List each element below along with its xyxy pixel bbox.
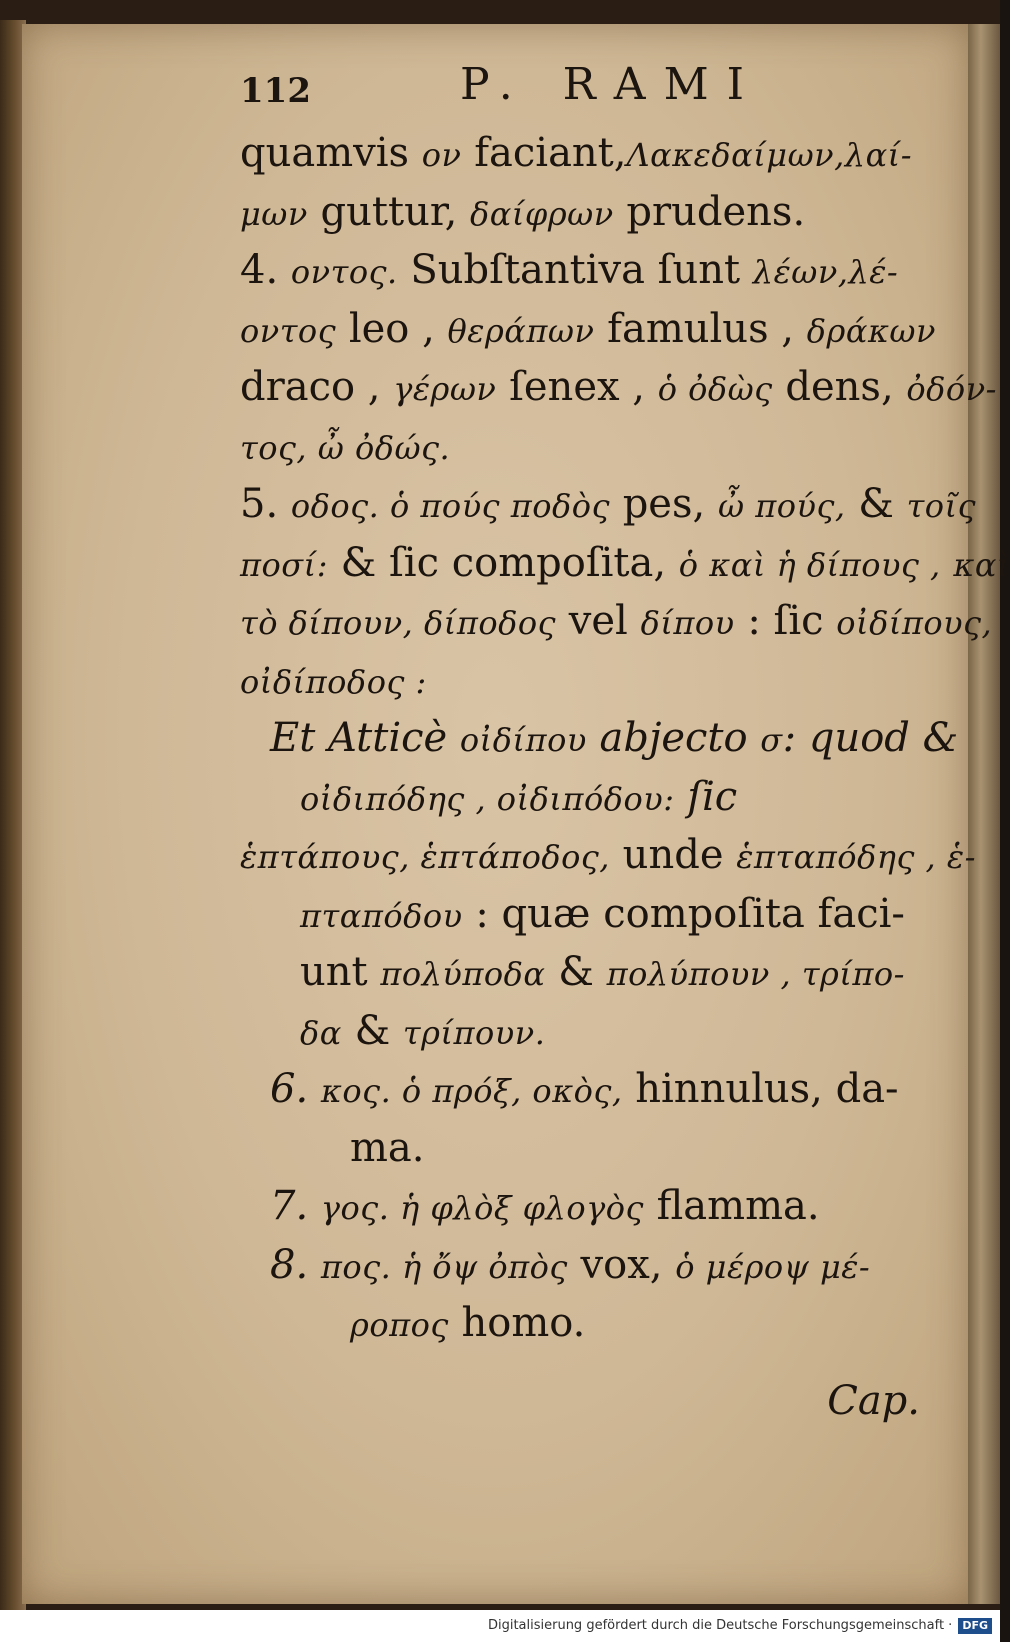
greek-word: τος, ὦ ὀδώς. [240, 428, 451, 467]
page-number: 112 [240, 71, 311, 111]
text-line [270, 1175, 820, 1239]
greek-word: ὁ καὶ ἡ δίπους , [678, 545, 941, 584]
text-line [300, 941, 905, 1005]
greek-word: οἰδιπόδης , οἰδιπόδου: [300, 779, 675, 818]
greek-word: οἰδίπου [459, 721, 587, 759]
greek-word: οντος. [290, 253, 398, 291]
text-line [300, 1000, 545, 1064]
greek-word: κος. ὁ πρόξ, οκὸς, [320, 1072, 623, 1110]
latin-text: guttur, [307, 188, 470, 235]
greek-word: θεράπων [447, 311, 595, 350]
catchword: Cap. [827, 1378, 920, 1424]
latin-text: unde [609, 832, 737, 878]
text-line [240, 473, 976, 537]
text-line [240, 415, 450, 479]
funding-note: Digitalisierung gefördert durch die Deutsche Forschungsgemeinschaft · [487, 1618, 953, 1633]
text-line [270, 1234, 870, 1298]
italic-text: 6. [270, 1066, 321, 1112]
text-line [240, 532, 1010, 596]
greek-word: δίπου [640, 604, 735, 642]
text-line [240, 239, 898, 303]
text-line [240, 122, 912, 186]
italic-text: abjecto [586, 715, 761, 761]
latin-text: prudens. [613, 188, 806, 235]
latin-text: & ſic compoſita, [327, 539, 679, 586]
latin-text: & [845, 481, 907, 527]
greek-word: γέρων [393, 370, 497, 408]
text-line [240, 824, 976, 888]
greek-word: οἰδίποδος : [240, 662, 427, 701]
greek-word: πολύποδα [380, 955, 546, 993]
greek-word: τρίπουν. [402, 1013, 546, 1052]
greek-word: πος. ἡ ὄψ ὀπὸς [320, 1247, 568, 1286]
text-line [240, 649, 427, 713]
greek-word: λέων,λέ- [752, 253, 899, 291]
latin-text: Subſtantiva ſunt [397, 247, 753, 293]
latin-text: ſenex , [496, 364, 658, 410]
greek-word: ὁ ὀδὼς [657, 370, 773, 408]
greek-word: ὀδόν- [906, 370, 997, 408]
greek-word: Λακεδαίμων,λαί- [626, 136, 913, 174]
greek-word: ὦ πούς, [717, 487, 846, 525]
greek-word: γος. ἡ φλὸξ φλογὸς [320, 1189, 644, 1227]
latin-text: flamma. [643, 1183, 820, 1229]
latin-text: : quæ compoſita faci- [462, 890, 905, 937]
latin-text: hinnulus, da- [622, 1066, 899, 1112]
greek-word: τοῖς [906, 487, 977, 525]
latin-text: dens, [772, 364, 907, 410]
greek-word: δα [300, 1013, 342, 1052]
text-line [300, 766, 737, 830]
greek-word: ὁ μέροψ μέ- [675, 1247, 871, 1286]
latin-text: unt [300, 949, 381, 995]
greek-word: δράκων [806, 311, 936, 350]
greek-word: πολύπουν , τρίπο- [606, 955, 905, 993]
page-edge [968, 24, 1000, 1604]
greek-word: δαίφρων [470, 194, 614, 233]
italic-text: ſic [674, 773, 738, 820]
latin-text: vel [556, 598, 641, 644]
latin-text: pes, [609, 481, 718, 527]
italic-text: : quod & [782, 715, 959, 761]
greek-word: ποσί: [240, 545, 328, 584]
latin-text: famulus , [594, 305, 807, 352]
greek-word: οδος. ὁ πούς ποδὸς [290, 487, 610, 525]
greek-word: οἰδίπους, [836, 604, 993, 642]
latin-text: leo , [336, 305, 448, 352]
latin-text: draco , [240, 364, 394, 410]
latin-text [941, 540, 954, 586]
greek-word: μων [240, 194, 308, 233]
italic-text: Et Atticè [270, 715, 460, 761]
latin-text: 4. [240, 247, 291, 293]
italic-text: 7. [270, 1183, 321, 1229]
latin-text: & [545, 949, 607, 995]
greek-word: ἑπταπόδης , ἑ- [736, 838, 976, 876]
running-head: P. RAMI [460, 59, 762, 110]
latin-text: & [341, 1007, 403, 1054]
text-line [240, 298, 936, 362]
footer-bar [0, 1610, 1000, 1642]
text-line [350, 1292, 585, 1356]
latin-text: : ſic [734, 598, 837, 644]
greek-word: καὶ [953, 545, 1010, 584]
latin-text: vox, [567, 1241, 676, 1288]
text-line [270, 1058, 899, 1122]
greek-word: σ [760, 721, 783, 759]
latin-text: 5. [240, 481, 291, 527]
latin-text: ma. [350, 1124, 425, 1171]
italic-text: 8. [270, 1241, 321, 1288]
greek-word: τὸ δίπουν, δίποδος [240, 604, 557, 642]
dfg-logo: DFG [958, 1618, 992, 1634]
text-line [350, 1117, 425, 1179]
text-line [240, 590, 992, 654]
greek-word: ἑπτάπους, ἑπτάποδος, [240, 838, 610, 876]
text-line [270, 707, 958, 771]
latin-text: faciant, [461, 130, 627, 176]
text-line [240, 181, 805, 245]
latin-text: homo. [448, 1300, 586, 1346]
greek-word: πταπόδου [300, 896, 463, 935]
greek-word: ροπος [350, 1306, 449, 1344]
greek-word: ον [421, 136, 462, 174]
text-line [240, 356, 997, 420]
greek-word: οντος [240, 311, 337, 350]
latin-text: quamvis [240, 130, 422, 176]
text-line [300, 883, 905, 947]
